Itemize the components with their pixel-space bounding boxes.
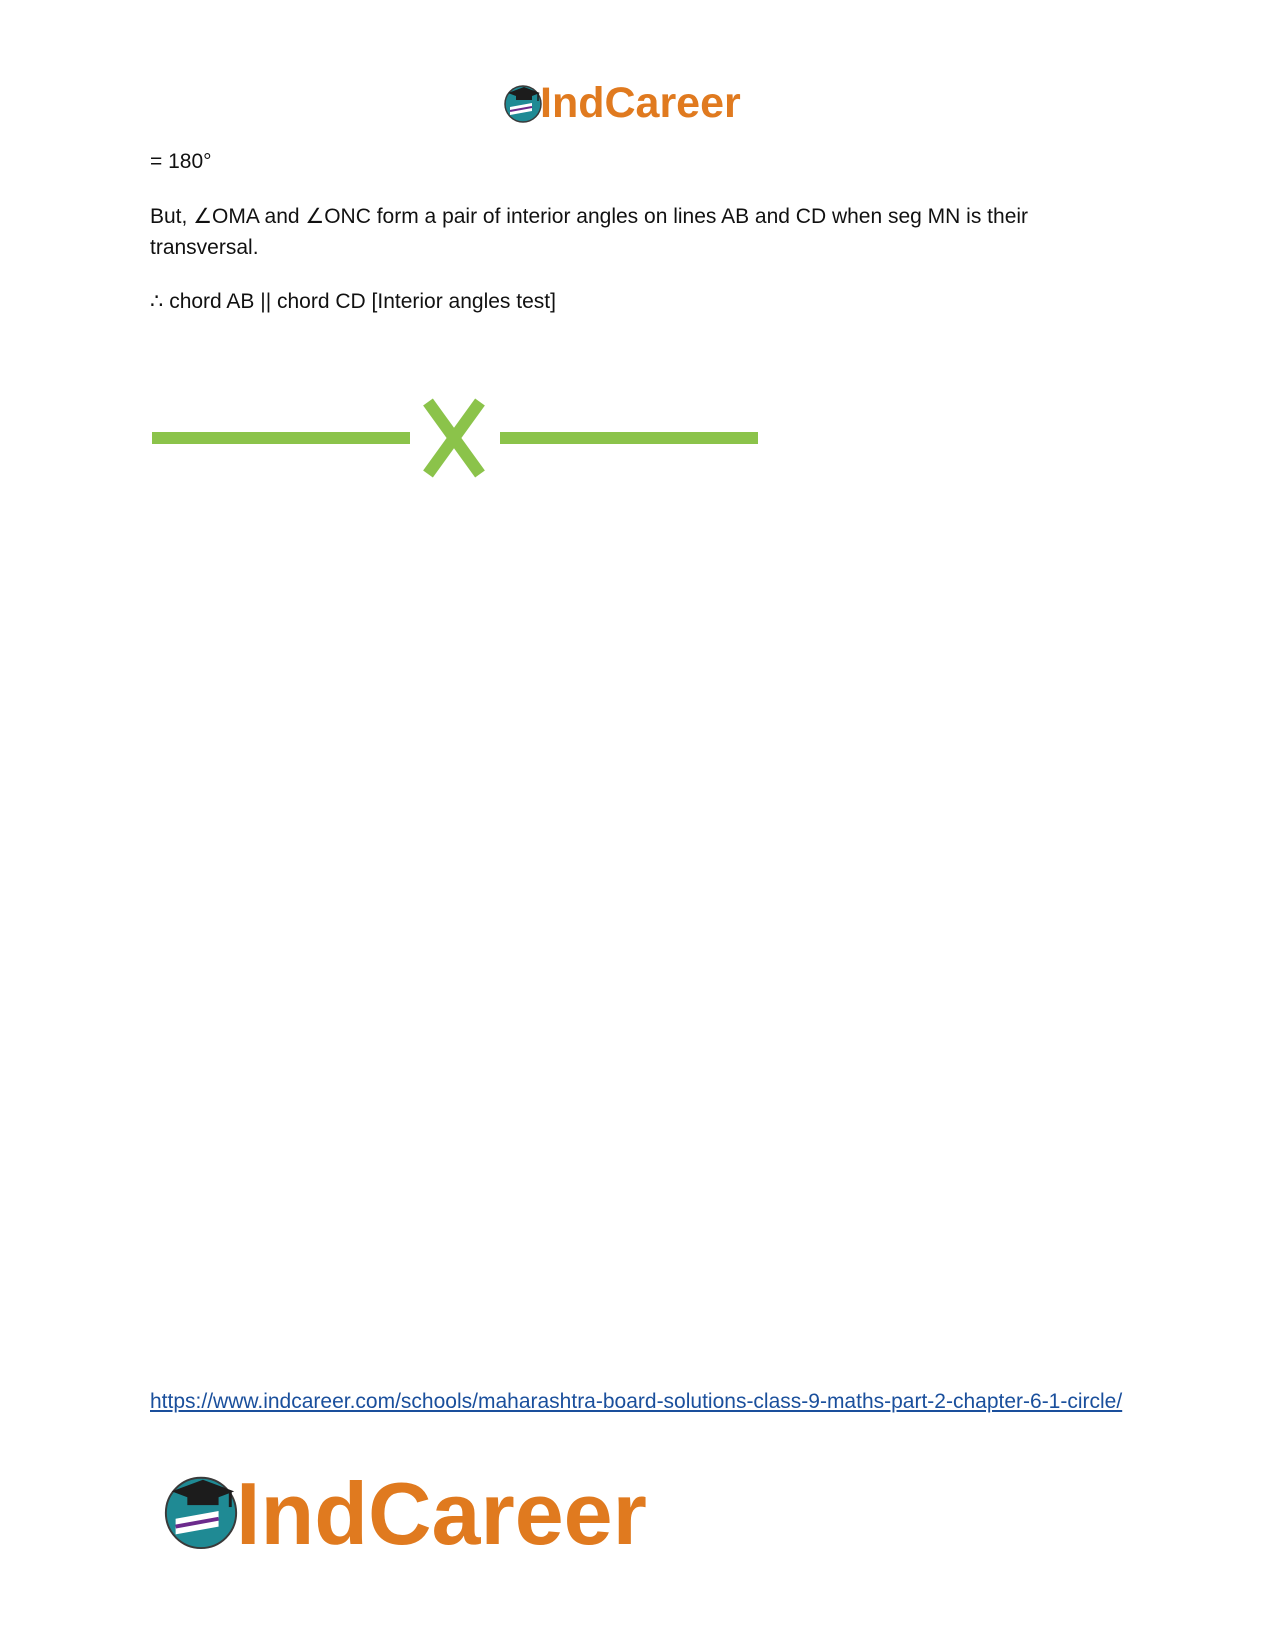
interior-angles-paragraph: But, ∠OMA and ∠ONC form a pair of interior angles on lines AB and CD when seg MN is their transversal. [150, 205, 1029, 259]
cross-divider-icon [150, 398, 760, 478]
header-logo [502, 78, 782, 128]
conclusion-line: ∴ chord AB || chord CD [Interior angles test] [150, 290, 556, 313]
source-url-link[interactable]: https://www.indcareer.com/schools/maharashtra-board-solutions-class-9-maths-part-2-chapter-6-1-circle/ [150, 1390, 1123, 1413]
footer-logo-text: IndCareer [236, 1464, 647, 1563]
equation-line: = 180° [150, 150, 212, 173]
graduation-cap-globe-icon [160, 1468, 242, 1550]
graduation-cap-globe-icon [502, 81, 544, 123]
footer-logo [160, 1464, 720, 1563]
header-logo-text: IndCareer [540, 79, 741, 127]
